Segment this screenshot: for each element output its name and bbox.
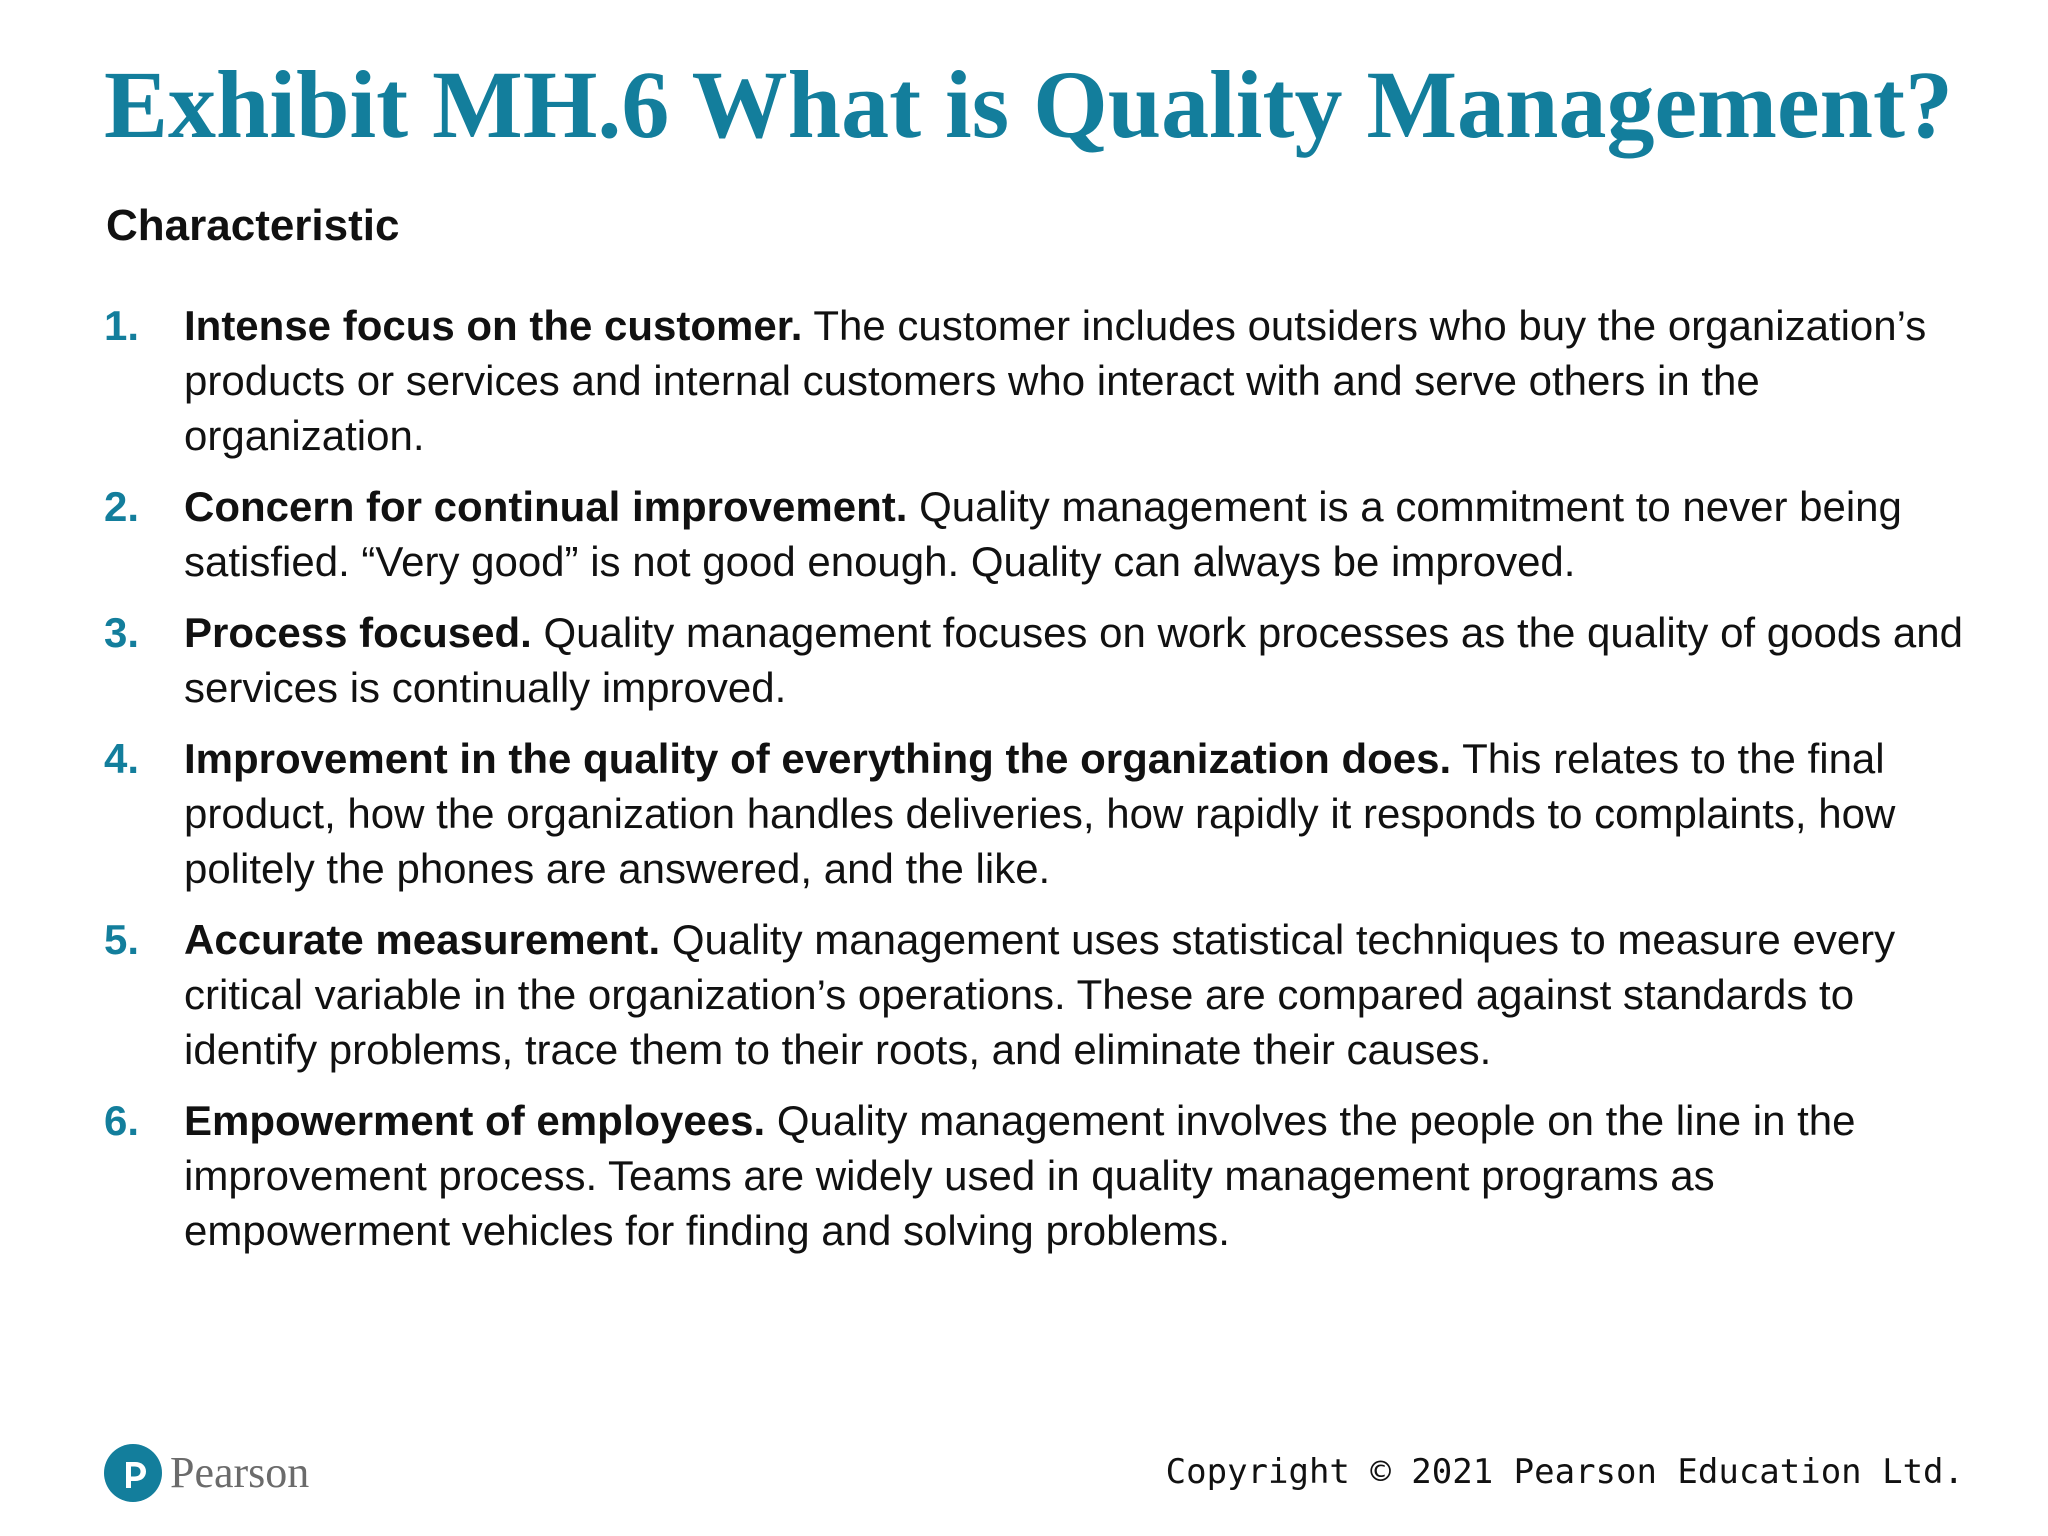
item-number: 3.	[104, 609, 140, 656]
item-text: Quality management involves the people on the line in the improvement process. Teams are widely used in quality management programs as empowerment vehicles for finding and solving problems.	[184, 1097, 1856, 1254]
list-item	[104, 912, 1964, 1077]
item-text: Quality management focuses on work processes as the quality of goods and services is continually improved.	[184, 609, 1963, 711]
item-text: This relates to the final product, how the organization handles deliveries, how rapidly it responds to complaints, how politely the phones are answered, and the like.	[184, 735, 1896, 892]
item-number: 5.	[104, 916, 140, 963]
item-text: The customer includes outsiders who buy the organization’s products or services and internal customers who interact with and serve others in the organization.	[184, 302, 1927, 459]
list-item	[104, 298, 1964, 463]
list-item	[104, 479, 1964, 589]
item-text: Quality management is a commitment to never being satisfied. “Very good” is not good enough. Quality can always be improved.	[184, 483, 1902, 585]
characteristics-list	[104, 298, 1964, 1274]
list-item	[104, 605, 1964, 715]
item-lead: Intense focus on the customer.	[184, 302, 803, 349]
list-item	[104, 1093, 1964, 1258]
pearson-logo-text: Pearson	[170, 1448, 310, 1497]
item-lead: Improvement in the quality of everything the organization does.	[184, 735, 1452, 782]
item-lead: Accurate measurement.	[184, 916, 661, 963]
pearson-logo	[104, 1444, 309, 1502]
copyright-notice: Copyright © 2021 Pearson Education Ltd.	[1165, 1452, 1964, 1492]
item-number: 6.	[104, 1097, 140, 1144]
item-number: 2.	[104, 483, 140, 530]
list-item	[104, 731, 1964, 896]
pearson-logo-icon	[104, 1444, 162, 1502]
item-text: Quality management uses statistical techniques to measure every critical variable in the organization’s operations. These are compared against standards to identify problems, trace them to their roots, and eliminate their causes.	[184, 916, 1896, 1073]
item-lead: Empowerment of employees.	[184, 1097, 766, 1144]
item-lead: Process focused.	[184, 609, 532, 656]
section-heading: Characteristic	[106, 201, 400, 250]
page-title: Exhibit MH.6 What is Quality Management?	[104, 51, 1953, 158]
item-number: 1.	[104, 302, 140, 349]
item-number: 4.	[104, 735, 140, 782]
item-lead: Concern for continual improvement.	[184, 483, 908, 530]
